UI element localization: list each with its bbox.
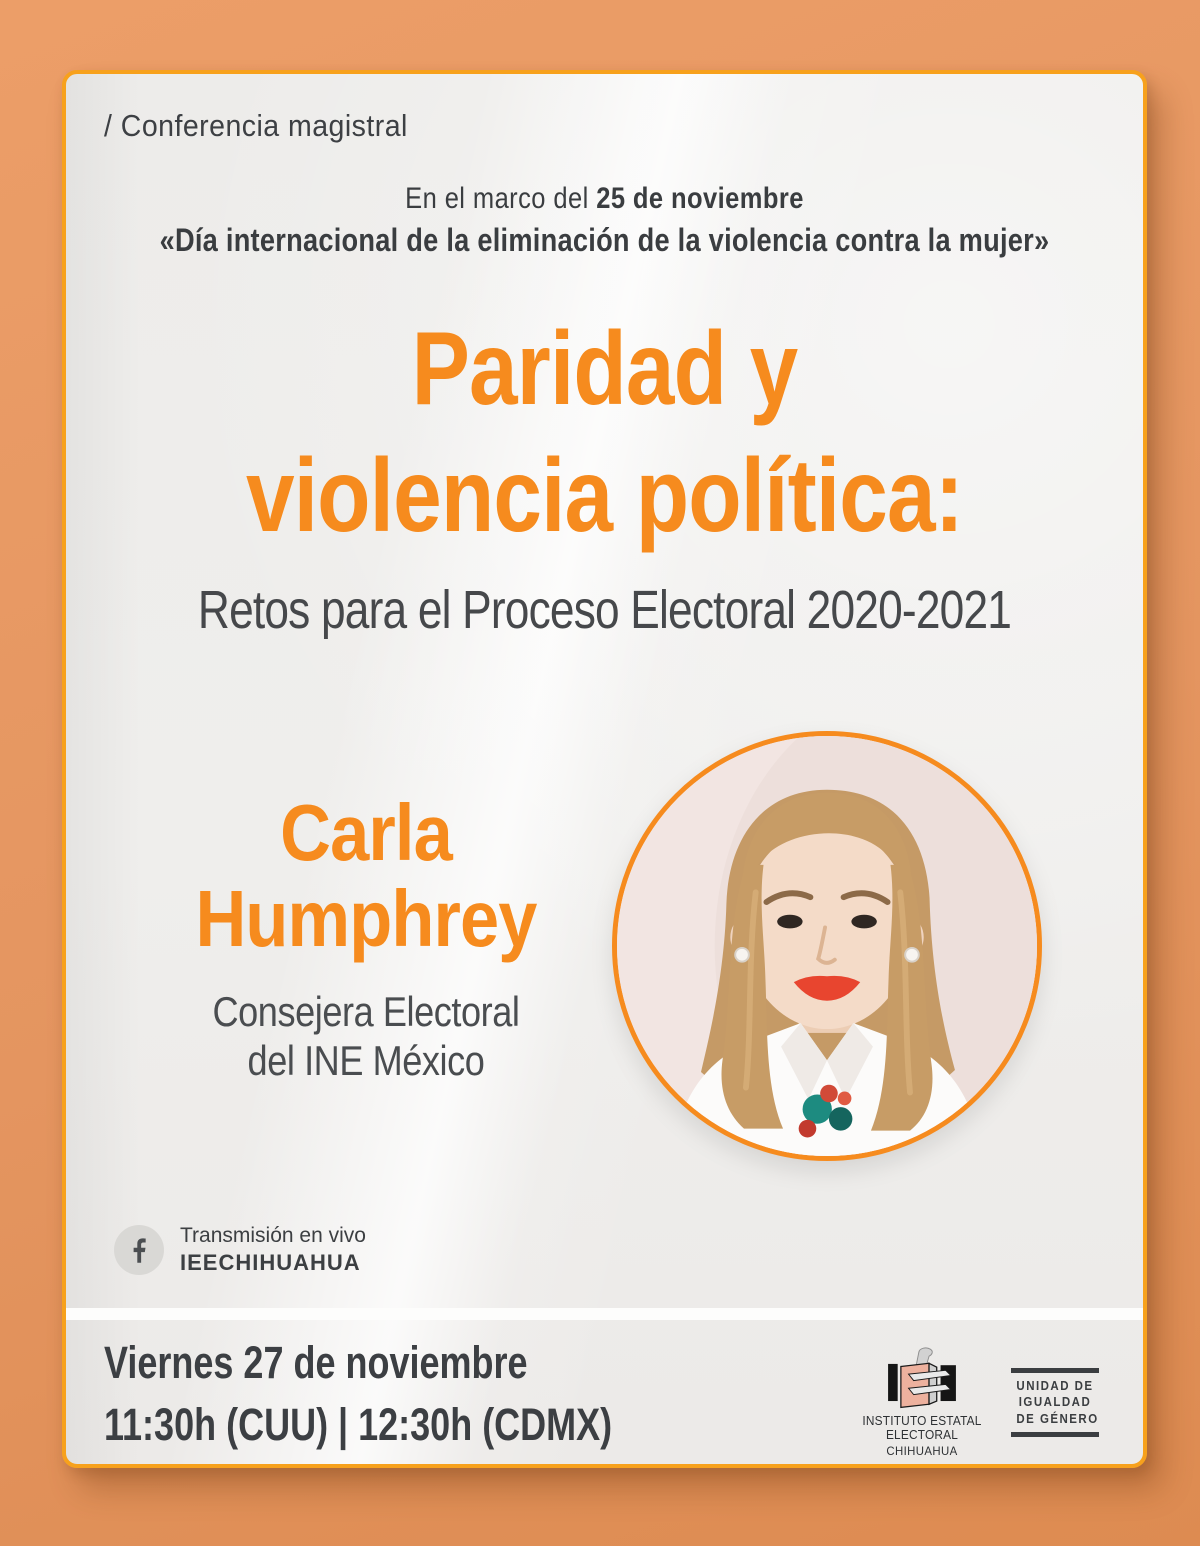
facebook-icon	[114, 1225, 164, 1275]
ballot-box-icon	[869, 1346, 975, 1410]
unidad-igualdad-genero-logo	[1011, 1368, 1099, 1437]
iee-chihuahua-logo	[842, 1346, 1002, 1458]
context-date-line	[147, 182, 1062, 216]
uig-line1: UNIDAD DE	[1016, 1379, 1094, 1393]
speaker-role-line2: del INE México	[247, 1037, 485, 1085]
live-stream-label: Transmisión en vivo	[180, 1224, 366, 1247]
event-time: 11:30h (CUU) | 12:30h (CDMX)	[104, 1399, 613, 1450]
iee-caption-line2: CHIHUAHUA	[886, 1444, 958, 1458]
speaker-block	[96, 790, 636, 1086]
context-date: 25 de noviembre	[596, 182, 804, 215]
event-category-label: / Conferencia magistral	[104, 108, 408, 143]
uig-line2: IGUALDAD	[1018, 1395, 1092, 1410]
speaker-role	[134, 987, 598, 1086]
event-title	[152, 306, 1057, 560]
event-subtitle: Retos para el Proceso Electoral 2020-2021	[197, 580, 1012, 640]
speaker-first-name: Carla	[280, 788, 452, 877]
footer-divider	[66, 1308, 1143, 1320]
event-poster-card	[62, 70, 1147, 1468]
speaker-role-line1: Consejera Electoral	[212, 987, 520, 1035]
event-title-line2: violencia política:	[245, 437, 964, 554]
event-title-line1: Paridad y	[411, 311, 798, 427]
speaker-name	[128, 790, 603, 963]
event-datetime	[104, 1336, 612, 1452]
live-stream-channel: IEECHIHUAHUA	[180, 1250, 361, 1275]
iee-caption-line1: INSTITUTO ESTATAL ELECTORAL	[862, 1414, 982, 1442]
event-context	[147, 182, 1062, 259]
context-quote: «Día internacional de la eliminación de la violencia contra la mujer»	[159, 222, 1050, 258]
live-stream-row	[114, 1224, 366, 1276]
portrait-illustration	[617, 736, 1037, 1156]
live-stream-text	[180, 1224, 366, 1276]
event-date: Viernes 27 de noviembre	[104, 1337, 528, 1388]
uig-line3: DE GÉNERO	[1016, 1411, 1099, 1426]
context-prefix: En el marco del	[405, 182, 597, 215]
speaker-last-name: Humphrey	[195, 874, 537, 964]
speaker-portrait	[612, 731, 1042, 1161]
